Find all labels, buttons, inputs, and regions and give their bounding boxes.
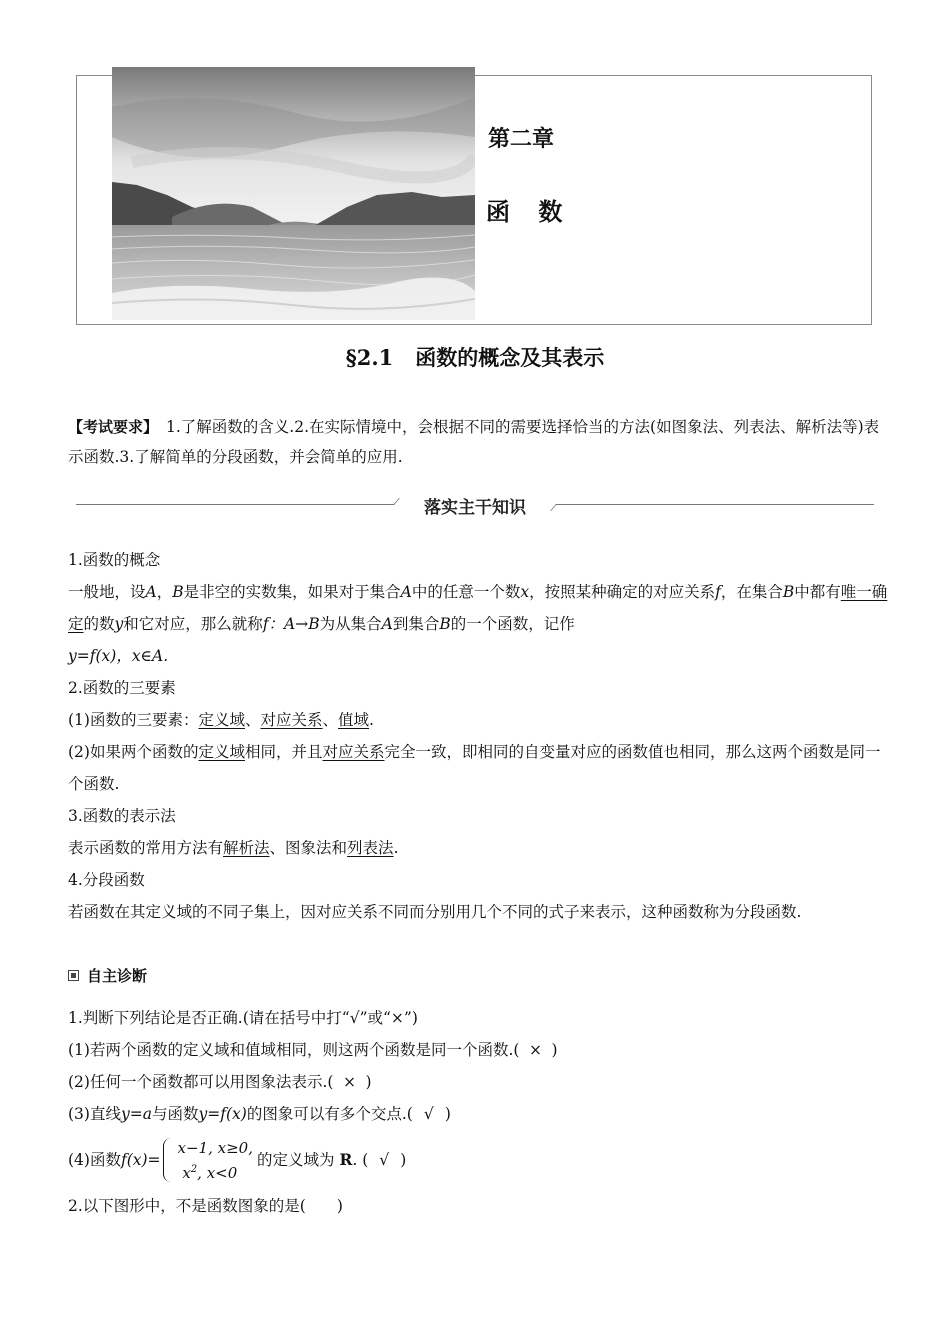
heading-three-elements: 2.函数的三要素	[68, 679, 176, 697]
var-b: B	[439, 615, 451, 633]
self-diagnosis-heading	[68, 965, 147, 986]
item-text: 的图象可以有多个交点.	[246, 1105, 407, 1123]
answer-mark: ×	[528, 1041, 542, 1059]
case-2-condition: , x<0	[197, 1163, 238, 1182]
equation: y=f(x)	[198, 1105, 247, 1123]
piecewise-cases	[178, 1137, 253, 1184]
knowledge-content	[68, 544, 888, 928]
heading-piecewise: 4.分段函数	[68, 871, 145, 889]
divider-tick-right	[550, 504, 565, 511]
var-a: A	[145, 583, 157, 601]
question-1: 1.判断下列结论是否正确.(请在括号中打“√”或“×”)	[68, 1009, 418, 1027]
judgment-item-1: (1)若两个函数的定义域和值域相同，则这两个函数是同一个函数.( × )	[68, 1034, 888, 1066]
item-text: (1)若两个函数的定义域和值域相同，则这两个函数是同一个函数.	[68, 1041, 514, 1059]
case-1: x−1, x≥0,	[177, 1138, 253, 1157]
mapping: f：A→B	[262, 615, 320, 633]
judgment-item-4: (4)函数 f(x)= x−1, x≥0, $x^2$, x<0 的定义域为 R . ( √ )	[68, 1138, 407, 1182]
underlined-answer: 列表法	[347, 839, 394, 857]
var-b: B	[782, 583, 795, 601]
text: ，	[156, 583, 173, 601]
text: 表示函数的常用方法有	[68, 839, 224, 857]
function-notation: y=f(x)，x∈A.	[68, 647, 169, 665]
var-y: y	[114, 615, 124, 633]
requirements-tag: 【考试要求】	[68, 418, 159, 436]
self-diagnosis-title: 自主诊断	[87, 967, 148, 985]
section-heading	[0, 342, 950, 372]
item-text: (3)直线	[68, 1105, 121, 1123]
text: ，按照某种确定的对应关系	[529, 583, 716, 601]
answer-mark: ×	[342, 1073, 356, 1091]
underlined-answer: 值域	[338, 711, 370, 729]
question-2: 2.以下图形中，不是函数图象的是( )	[68, 1197, 343, 1215]
underlined-answer: 解析法	[223, 839, 270, 857]
underlined-answer: 对应关系	[260, 711, 323, 729]
text: .	[393, 839, 399, 857]
piecewise-definition: 若函数在其定义域的不同子集上，因对应关系不同而分别用几个不同的式子来表示，这种函数称为分段函数.	[68, 903, 802, 921]
text: 和它对应，那么就称	[123, 615, 263, 633]
item-text: 与函数	[151, 1105, 199, 1123]
real-set: R	[339, 1150, 353, 1169]
text: 完全一致，即相同的自变量对应的函数值也相同，那么这两个函数是同一个函数.	[68, 743, 881, 793]
three-elements-list	[68, 704, 888, 736]
judgment-item-3: (3)直线y=a与函数y=f(x)的图象可以有多个交点.( √ )	[68, 1098, 888, 1130]
var-f: f	[715, 583, 721, 601]
text: 一般地，设	[68, 583, 146, 601]
divider-line-left	[76, 504, 394, 505]
text: (2)如果两个函数的	[68, 743, 199, 761]
text: 是非空的实数集，如果对于集合	[183, 583, 401, 601]
underlined-answer: 定义域	[198, 743, 245, 761]
representation-methods	[68, 832, 888, 864]
banner-corner-top	[87, 75, 111, 76]
case-2-exponent: 2	[190, 1163, 198, 1175]
text: 、	[322, 711, 339, 729]
text: 的数	[83, 615, 115, 633]
answer-mark: √	[423, 1105, 434, 1123]
text: .	[369, 711, 374, 729]
brace-icon	[163, 1138, 172, 1182]
requirements-text: 1.了解函数的含义.2.在实际情境中，会根据不同的需要选择恰当的方法(如图象法、列表法、解析法等)表示函数.3.了解简单的分段函数，并会简单的应用.	[68, 418, 880, 466]
var-a: A	[381, 615, 393, 633]
section-divider	[76, 490, 874, 520]
text: 、	[244, 711, 261, 729]
var-b: B	[172, 583, 184, 601]
chapter-title: 函 数	[486, 198, 573, 226]
function-definition	[68, 576, 888, 672]
banner-corner-bottom	[87, 324, 111, 325]
divider-tick-left	[385, 498, 400, 505]
equation: y=a	[120, 1105, 152, 1123]
var-a: A	[400, 583, 412, 601]
text: 中都有	[794, 583, 841, 601]
text: 到集合	[392, 615, 440, 633]
heading-representation: 3.函数的表示法	[68, 807, 176, 825]
lake-landscape-image	[112, 67, 475, 320]
heading-function-concept: 1.函数的概念	[68, 551, 161, 569]
text: 中的任意一个数	[411, 583, 521, 601]
divider-label: 落实主干知识	[424, 498, 526, 518]
underlined-answer: 唯一确定	[68, 583, 888, 633]
chapter-label: 第二章	[488, 127, 555, 152]
text: ，在集合	[720, 583, 783, 601]
equation: f(x)=	[120, 1151, 161, 1169]
text: 为从集合	[319, 615, 382, 633]
section-number: §2.1	[345, 345, 394, 370]
self-diagnosis-content	[68, 1002, 888, 1222]
text: 、图象法和	[269, 839, 348, 857]
case-2	[178, 1159, 253, 1184]
case-2-base: x	[182, 1163, 191, 1182]
text: 相同，并且	[244, 743, 323, 761]
item-text: (2)任何一个函数都可以用图象法表示.	[68, 1073, 328, 1091]
section-title: 函数的概念及其表示	[415, 345, 605, 370]
text: (1)函数的三要素：	[68, 711, 199, 729]
judgment-item-2: (2)任何一个函数都可以用图象法表示.( × )	[68, 1066, 888, 1098]
answer-mark: √	[379, 1151, 390, 1169]
item-text: (4)函数	[68, 1151, 121, 1169]
var-x: x	[520, 583, 530, 601]
same-function-rule	[68, 736, 888, 800]
item-text: 的定义域为	[256, 1151, 335, 1169]
item-text: .	[352, 1151, 358, 1169]
underlined-answer: 定义域	[198, 711, 245, 729]
exam-requirements	[68, 412, 888, 472]
divider-line-right	[556, 504, 874, 505]
square-bullet-icon	[68, 970, 79, 981]
underlined-answer: 对应关系	[322, 743, 385, 761]
text: 的一个函数，记作	[450, 615, 575, 633]
